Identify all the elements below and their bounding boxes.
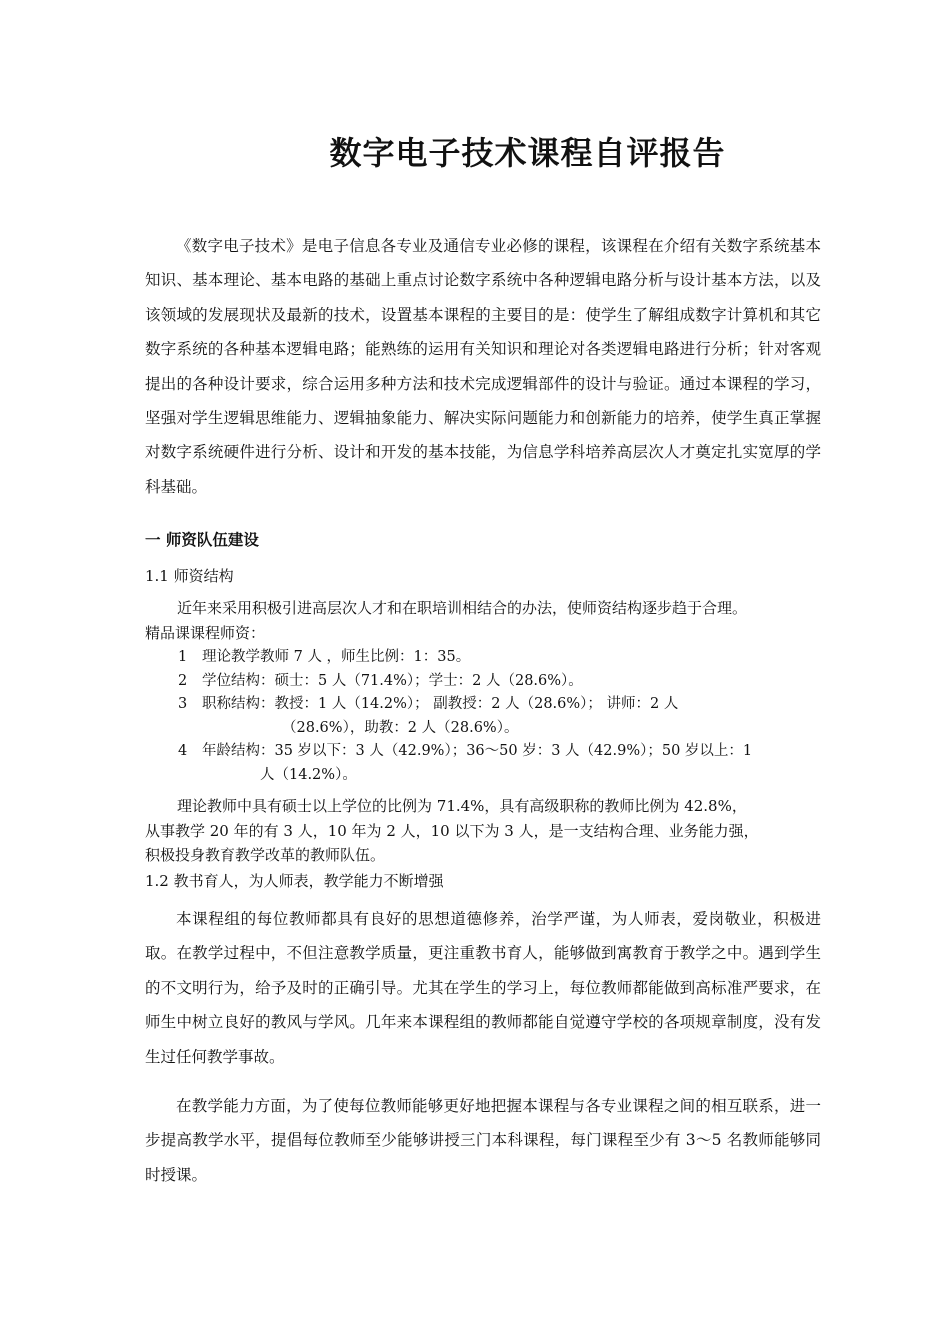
list-item-number: 1 xyxy=(178,649,188,665)
teaching-ability-paragraph: 在教学能力方面，为了使每位教师能够更好地把握本课程与各专业课程之间的相互联系，进一步提高教学水平，提倡每位教师至少能够讲授三门本科课程，每门课程至少有 3～5 名教师能够同时授课。 xyxy=(145,1097,821,1184)
list-item-text: 年龄结构：35 岁以下：3 人（42.9%）；36～50 岁：3 人（42.9%）；50 岁以上：1 xyxy=(202,743,753,759)
faculty-list xyxy=(178,646,818,787)
list-item-text: 学位结构：硕士：5 人（71.4%）；学士：2 人（28.6%）。 xyxy=(202,672,583,689)
list-item xyxy=(178,740,818,764)
list-item-continuation: （28.6%），助教：2 人（28.6%）。 xyxy=(282,719,519,736)
summary-line-2: 从事教学 20 年的有 3 人，10 年为 2 人，10 以下为 3 人，是一支结构合理、业务能力强， xyxy=(145,821,759,840)
teaching-ethics-paragraph: 本课程组的每位教师都具有良好的思想道德修养，治学严谨，为人师表，爱岗敬业，积极进取。在教学过程中，不但注意教学质量，更注重教书育人，能够做到寓教育于教学之中。遇到学生的不文明行为，给予及时的正确引导。尤其在学生的学习上，每位教师都能做到高标准严要求，在师生中树立良好的教风与学风。几年来本课程组的教师都能自觉遵守学校的各项规章制度，没有发生过任何教学事故。 xyxy=(145,910,821,1066)
subsection-heading-1-1: 1.1 师资结构 xyxy=(145,567,234,585)
list-item-number: 4 xyxy=(178,743,188,759)
faculty-structure-paragraph xyxy=(145,596,821,645)
list-item xyxy=(178,693,818,717)
faculty-summary-paragraph xyxy=(145,794,821,868)
subsection-heading-1-2: 1.2 教书育人，为人师表，教学能力不断增强 xyxy=(145,872,444,890)
list-item-continuation: 人（14.2%）。 xyxy=(260,766,357,783)
summary-line-1: 理论教师中具有硕士以上学位的比例为 71.4%，具有高级职称的教师比例为 42.8%， xyxy=(177,797,747,815)
list-item-number: 2 xyxy=(178,672,188,689)
list-item-text: 理论教学教师 7 人 ，师生比例：1：35。 xyxy=(202,649,471,665)
summary-line-3: 积极投身教育教学改革的教师队伍。 xyxy=(145,846,386,864)
list-item-text: 职称结构：教授：1 人（14.2%）； 副教授：2 人（28.6%）； 讲师：2 人 xyxy=(202,696,679,712)
list-item xyxy=(178,646,818,670)
list-item-number: 3 xyxy=(178,696,188,712)
list-item xyxy=(178,670,818,694)
document-title: 数字电子技术课程自评报告 xyxy=(329,134,726,172)
faculty-structure-line-1: 近年来采用积极引进高层次人才和在职培训相结合的办法，使师资结构逐步趋于合理。 xyxy=(177,599,748,617)
intro-paragraph: 《数字电子技术》是电子信息各专业及通信专业必修的课程，该课程在介绍有关数字系统基本知识、基本理论、基本电路的基础上重点讨论数字系统中各种逻辑电路分析与设计基本方法，以及该领域的发展现状及最新的技术，设置基本课程的主要目的是：使学生了解组成数字计算机和其它数字系统的各种基本逻辑电路；能熟练的运用有关知识和理论对各类逻辑电路进行分析；针对客观提出的各种设计要求，综合运用多种方法和技术完成逻辑部件的设计与验证。通过本课程的学习，坚强对学生逻辑思维能力、逻辑抽象能力、解决实际问题能力和创新能力的培养，使学生真正掌握对数字系统硬件进行分析、设计和开发的基本技能，为信息学科培养高层次人才奠定扎实宽厚的学科基础。 xyxy=(145,237,821,496)
faculty-structure-line-2: 精品课课程师资： xyxy=(145,623,266,642)
section-heading-1: 一 师资队伍建设 xyxy=(145,531,259,549)
